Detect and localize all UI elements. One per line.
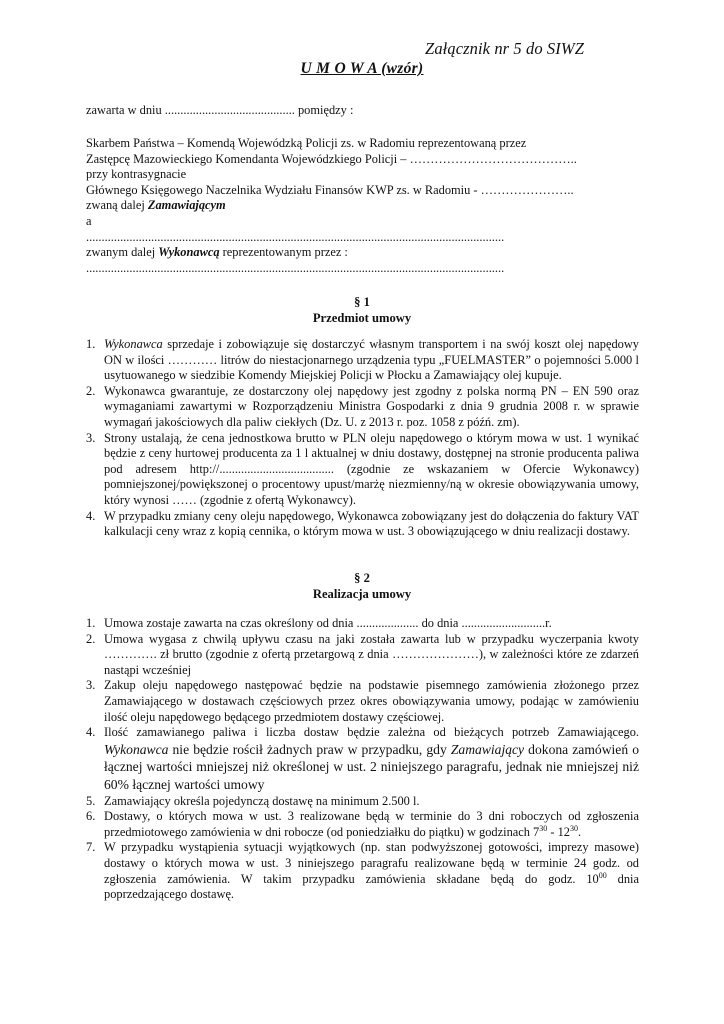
representative-blank: ....................................................................................................................................... [86, 260, 505, 275]
parties-details [86, 136, 646, 276]
section2-heading: § 2 [354, 571, 370, 585]
list-item: 1. Wykonawca sprzedaje i zobowiązuje się dostarczyć własnym transportem i na swój koszt olej napędowy ON w ilości ………… litrów do niestacjonarnego urządzenia typu „FUELMASTER” o pojemności 5.000 l usytuowanego w siedzibie Komendy Miejskiej Policji w Płocku a Zamawiający olej kupuje. [86, 337, 639, 383]
document-title: U M O W A (wzór) [300, 60, 424, 77]
list-item: 3. Strony ustalają, że cena jednostkowa brutto w PLN oleju napędowego o którym mowa w ust. 1 wynikać będzie z ceny hurtowej producenta za 1 l aktualnej w dniu dostawy, dostępnej na stronie producenta paliwa pod adresem http://..................................... (zgodnie ze wskazaniem w Ofercie Wykonawcy) pomniejszonej/powiększonej o procentowy upust/marżę niezmienny/ną w okresie obowiązywania umowy, który wynosi …… (zgodnie z ofertą Wykonawcy). [86, 430, 639, 507]
section2-subheading: Realizacja umowy [312, 587, 412, 601]
section1-subheading: Przedmiot umowy [312, 311, 412, 325]
section1-list [86, 337, 639, 540]
term-zamawiajacy: Zamawiającym [147, 198, 226, 213]
list-item: 3. Zakup oleju napędowego następować będzie na podstawie pisemnego zamówienia złożonego przez Zamawiającego w dostawach częściowych przez okres obowiązywania umowy, podając w zamówieniu ilość oleju napędowego będącego przedmiotem dostawy częściowej. [86, 678, 639, 724]
list-item: 2. Umowa wygasa z chwilą upływu czasu na jaki została zawarta lub w przypadku wyczerpania kwoty …………. zł brutto (zgodnie z ofertą przetargową z dnia …………………), w zależności które ze zdarzeń nastąpi wcześniej [86, 631, 639, 677]
intro-line-ordering-party: zwaną dalej Zamawiającym [86, 198, 226, 213]
list-item: 4. W przypadku zmiany ceny oleju napędowego, Wykonawca zobowiązany jest do dołączenia do faktury VAT kalkulacji ceny wraz z kopią cennika, o którym mowa w ust. 3 obowiązującego w dniu realizacji dostawy. [86, 508, 639, 539]
section2-list [86, 616, 639, 903]
contractor-name-blank: ....................................................................................................................................... [86, 229, 505, 244]
intro-line-treasury: Skarbem Państwa – Komendą Wojewódzką Policji zs. w Radomiu reprezentowaną przez [86, 136, 527, 150]
list-item: 6. Dostawy, o których mowa w ust. 3 realizowane będą w terminie do 3 dni roboczych od zgłoszenia przedmiotowego zamówienia w dni robocze (od poniedziałku do piątku) w godzinach $7^{30} - 12^{30}$. [86, 809, 639, 839]
parties-block [86, 103, 646, 119]
section1-heading: § 1 [354, 295, 370, 309]
list-item: 4. Ilość zamawianego paliwa i liczba dostaw będzie zależna od bieżących potrzeb Zamawiającego. Wykonawca nie będzie rościł żadnych praw w przypadku, gdy Zamawiający dokona zamówień o łącznej wartości mniejszej niż określonej w ust. 2 niniejszego paragrafu, jednak nie mniejszej niż 60% łącznej wartości umowy [86, 725, 640, 792]
intro-line-date: zawarta w dniu .......................................... pomiędzy : [86, 103, 354, 117]
intro-line-deputy: Zastępcę Mazowieckiego Komendanta Wojewódzkiego Policji – ………………………………….. [86, 151, 577, 166]
list-item: 5. Zamawiający określa pojedynczą dostawę na minimum 2.500 l. [86, 793, 420, 808]
list-item: 7. W przypadku wystąpienia sytuacji wyjątkowych (np. stan podwyższonej gotowości, imprezy masowe) dostawy o których mowa w ust. 3 niniejszego paragrafu realizowane będą w terminie 24 godz. od zgłoszenia zamówienia. W takim przypadku zamówienia składane będą do godz. $10^{00}$ dnia poprzedzającego dostawę. [86, 840, 639, 902]
annex-label: Załącznik nr 5 do SIWZ [425, 39, 584, 58]
intro-line-and: a [86, 213, 92, 228]
intro-line-contractor: zwanym dalej Wykonawcą reprezentowanym przez : [86, 245, 348, 260]
term-wykonawca: Wykonawcą [158, 245, 220, 260]
list-item: 2. Wykonawca gwarantuje, ze dostarczony olej napędowy jest zgodny z polska normą PN – EN 590 oraz wymaganiami zawartymi w Rozporządzeniu Ministra Gospodarki z dnia 9 grudnia 2008 r. w sprawie wymagań jakościowych dla paliw ciekłych (Dz. U. z 2013 r. poz. 1058 z późń. zm). [86, 383, 639, 429]
intro-line-accountant: Głównego Księgowego Naczelnika Wydziału Finansów KWP zs. w Radomiu - ………………….. [86, 182, 574, 197]
list-item: 1. Umowa zostaje zawarta na czas określony od dnia .................... do dnia ...........................r. [86, 616, 552, 630]
intro-line-countersign: przy kontrasygnacie [86, 167, 187, 182]
